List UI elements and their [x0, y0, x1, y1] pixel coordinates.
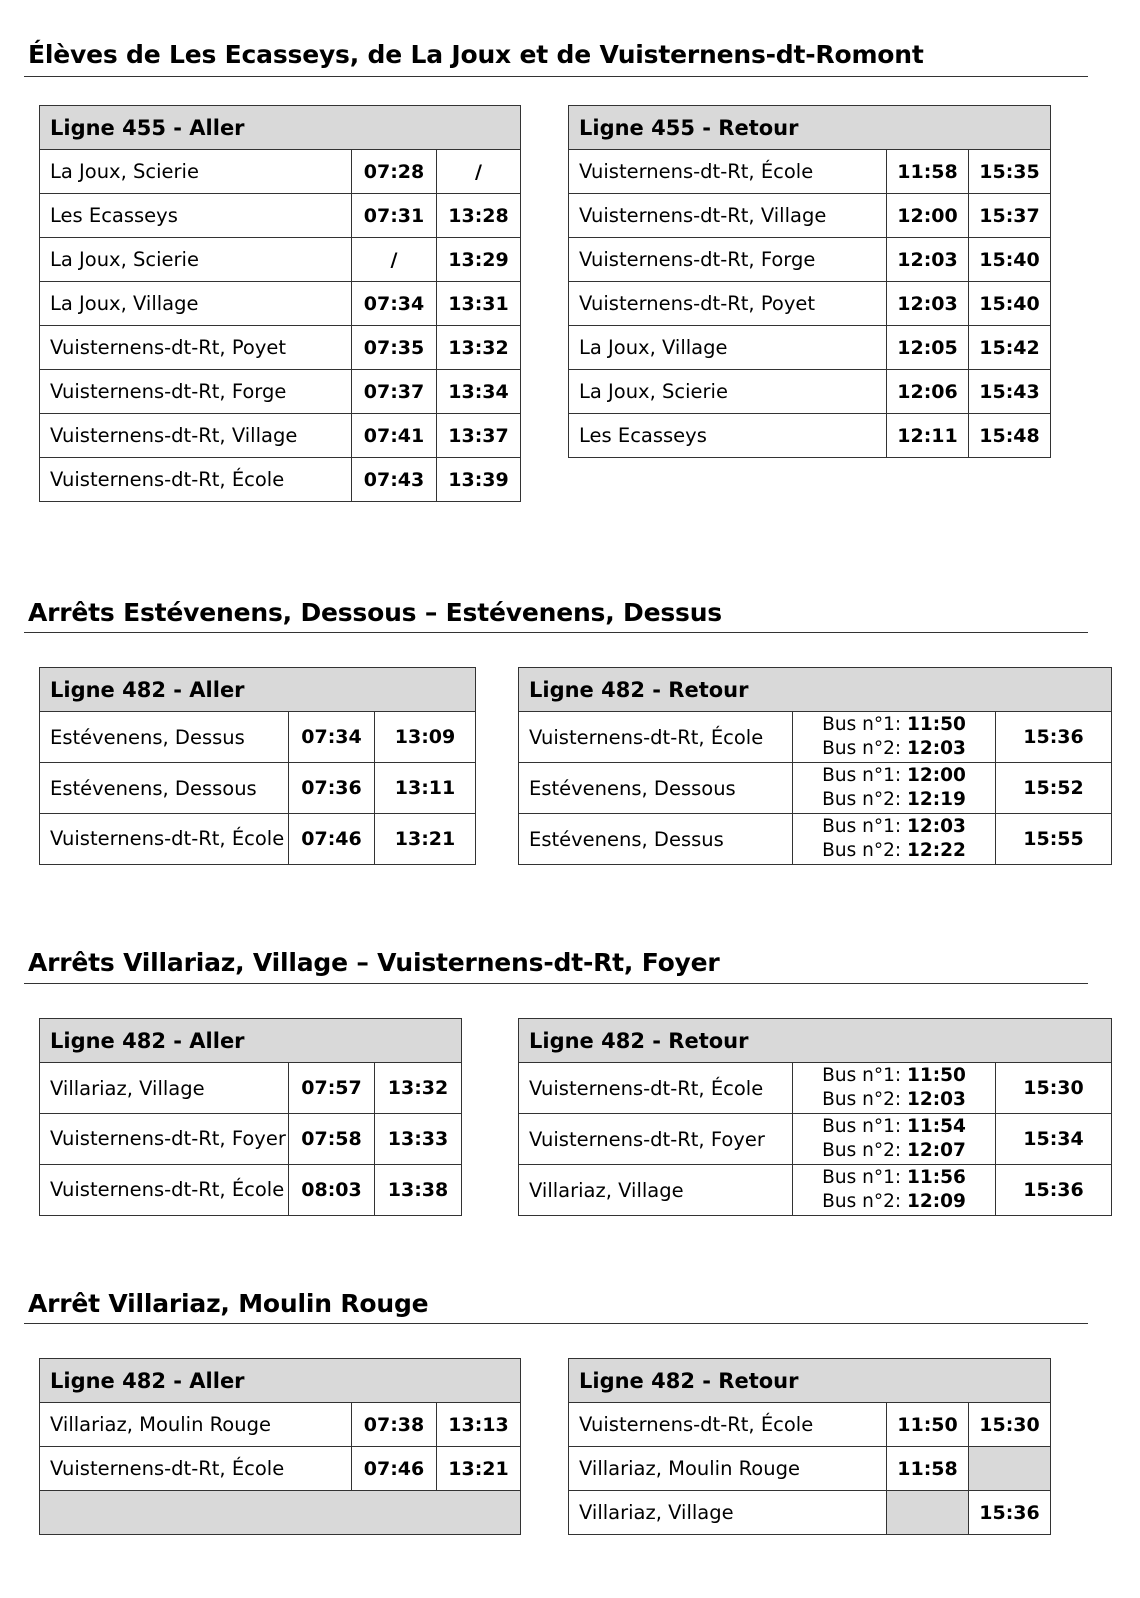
section-divider [24, 632, 1088, 633]
stop-name: Vuisternens-dt-Rt, École [40, 1165, 289, 1216]
bus-label: Bus n°2: [822, 1140, 907, 1161]
bus-label: Bus n°1: [822, 765, 907, 786]
bus-time: 12:22 [906, 840, 966, 861]
departure-time: 15:52 [996, 763, 1112, 814]
stop-name: Villariaz, Village [569, 1491, 887, 1535]
bus-label: Bus n°1: [822, 816, 907, 837]
departure-time: 15:30 [969, 1403, 1051, 1447]
departure-time: 11:50 [887, 1403, 969, 1447]
bus-label: Bus n°1: [822, 714, 907, 735]
departure-time: 08:03 [289, 1165, 375, 1216]
bus-label: Bus n°2: [822, 1089, 907, 1110]
section-divider [24, 76, 1088, 77]
table-row [40, 763, 476, 814]
stop-name: Vuisternens-dt-Rt, École [569, 150, 887, 194]
table-row [40, 1114, 462, 1165]
departure-time: 07:57 [289, 1063, 375, 1114]
timetable-retour [518, 667, 1112, 865]
stop-name: Vuisternens-dt-Rt, Forge [569, 238, 887, 282]
table-row [569, 150, 1051, 194]
bus-label: Bus n°2: [822, 840, 907, 861]
departure-time: / [352, 238, 437, 282]
table-row [569, 326, 1051, 370]
timetable-retour [568, 1358, 1051, 1535]
table-row [40, 712, 476, 763]
table-row [40, 1447, 521, 1491]
table-row [40, 194, 521, 238]
bus-time: 12:19 [906, 789, 966, 810]
departure-time: 12:03 [887, 238, 969, 282]
table-header: Ligne 455 - Aller [40, 106, 521, 150]
stop-name: Vuisternens-dt-Rt, École [40, 1447, 352, 1491]
stop-name: Vuisternens-dt-Rt, École [519, 712, 793, 763]
table-row [40, 1063, 462, 1114]
departure-time: 15:40 [969, 282, 1051, 326]
bus-label: Bus n°1: [822, 1065, 907, 1086]
bus-time: 12:03 [906, 816, 966, 837]
bus-time: 11:50 [906, 714, 966, 735]
departure-time: 12:03 [887, 282, 969, 326]
table-row [569, 1447, 1051, 1491]
departure-time: 13:21 [375, 814, 476, 865]
bus-times [793, 763, 996, 814]
departure-time: 13:39 [437, 458, 521, 502]
departure-time: 13:28 [437, 194, 521, 238]
stop-name: Vuisternens-dt-Rt, École [40, 814, 289, 865]
departure-time: 07:41 [352, 414, 437, 458]
departure-time: 07:36 [289, 763, 375, 814]
bus-times [793, 1165, 996, 1216]
departure-time: 13:11 [375, 763, 476, 814]
stop-name: Vuisternens-dt-Rt, École [40, 458, 352, 502]
departure-time: 13:13 [437, 1403, 521, 1447]
bus-times [793, 712, 996, 763]
stop-name: La Joux, Village [40, 282, 352, 326]
stop-name: La Joux, Scierie [40, 150, 352, 194]
bus-time: 12:03 [906, 738, 966, 759]
empty-cell [887, 1491, 969, 1535]
departure-time: 15:43 [969, 370, 1051, 414]
table-header: Ligne 482 - Retour [519, 668, 1112, 712]
departure-time: 07:43 [352, 458, 437, 502]
departure-time: 15:36 [996, 712, 1112, 763]
departure-time: 13:09 [375, 712, 476, 763]
departure-time: 13:31 [437, 282, 521, 326]
departure-time: 13:21 [437, 1447, 521, 1491]
departure-time: 13:33 [375, 1114, 462, 1165]
departure-time: 11:58 [887, 1447, 969, 1491]
departure-time: 15:42 [969, 326, 1051, 370]
departure-time: 15:40 [969, 238, 1051, 282]
bus-label: Bus n°2: [822, 789, 907, 810]
section-title: Arrêts Estévenens, Dessous – Estévenens, Dessus [28, 598, 722, 627]
table-row [569, 370, 1051, 414]
departure-time: 13:37 [437, 414, 521, 458]
bus-time: 11:54 [906, 1116, 966, 1137]
departure-time: 15:30 [996, 1063, 1112, 1114]
bus-times [793, 1114, 996, 1165]
table-row [40, 282, 521, 326]
departure-time: 07:38 [352, 1403, 437, 1447]
table-row [519, 763, 1112, 814]
table-header: Ligne 482 - Aller [40, 668, 476, 712]
section-title: Arrêt Villariaz, Moulin Rouge [28, 1289, 429, 1318]
stop-name: Vuisternens-dt-Rt, Forge [40, 370, 352, 414]
table-header: Ligne 455 - Retour [569, 106, 1051, 150]
table-row [40, 1165, 462, 1216]
table-row [40, 238, 521, 282]
table-header: Ligne 482 - Retour [569, 1359, 1051, 1403]
stop-name: Vuisternens-dt-Rt, Foyer [519, 1114, 793, 1165]
stop-name: Villariaz, Moulin Rouge [40, 1403, 352, 1447]
table-row [40, 414, 521, 458]
departure-time: 07:58 [289, 1114, 375, 1165]
stop-name: Estévenens, Dessus [40, 712, 289, 763]
bus-time: 12:00 [906, 765, 966, 786]
table-row [569, 1491, 1051, 1535]
departure-time: 15:37 [969, 194, 1051, 238]
table-row [569, 282, 1051, 326]
departure-time: 07:37 [352, 370, 437, 414]
departure-time: 07:46 [289, 814, 375, 865]
departure-time: 12:05 [887, 326, 969, 370]
timetable-aller [39, 667, 476, 865]
bus-time: 11:56 [906, 1167, 966, 1188]
table-row [40, 370, 521, 414]
table-row [569, 414, 1051, 458]
section-divider [24, 983, 1088, 984]
table-row [569, 238, 1051, 282]
table-row [40, 326, 521, 370]
departure-time: 13:34 [437, 370, 521, 414]
table-row [519, 1114, 1112, 1165]
stop-name: Vuisternens-dt-Rt, École [569, 1403, 887, 1447]
departure-time: / [437, 150, 521, 194]
table-row [569, 1403, 1051, 1447]
section-title: Arrêts Villariaz, Village – Vuisternens-dt-Rt, Foyer [28, 948, 720, 977]
departure-time: 13:38 [375, 1165, 462, 1216]
stop-name: La Joux, Scierie [569, 370, 887, 414]
timetable-aller [39, 1358, 521, 1535]
timetable-aller [39, 105, 521, 502]
departure-time: 13:32 [375, 1063, 462, 1114]
table-row [40, 814, 476, 865]
departure-time: 13:29 [437, 238, 521, 282]
stop-name: Villariaz, Village [40, 1063, 289, 1114]
bus-time: 12:03 [906, 1089, 966, 1110]
section-title: Élèves de Les Ecasseys, de La Joux et de Vuisternens-dt-Romont [28, 40, 924, 69]
departure-time: 12:00 [887, 194, 969, 238]
departure-time: 07:46 [352, 1447, 437, 1491]
departure-time: 15:34 [996, 1114, 1112, 1165]
stop-name: Villariaz, Moulin Rouge [569, 1447, 887, 1491]
stop-name: Vuisternens-dt-Rt, Village [40, 414, 352, 458]
departure-time: 15:55 [996, 814, 1112, 865]
bus-label: Bus n°2: [822, 738, 907, 759]
stop-name: Estévenens, Dessus [519, 814, 793, 865]
stop-name: Vuisternens-dt-Rt, École [519, 1063, 793, 1114]
departure-time: 07:28 [352, 150, 437, 194]
table-row [569, 194, 1051, 238]
stop-name: Les Ecasseys [40, 194, 352, 238]
stop-name: Vuisternens-dt-Rt, Village [569, 194, 887, 238]
departure-time: 07:31 [352, 194, 437, 238]
departure-time: 15:48 [969, 414, 1051, 458]
bus-label: Bus n°1: [822, 1167, 907, 1188]
departure-time: 07:34 [289, 712, 375, 763]
departure-time: 15:35 [969, 150, 1051, 194]
table-row [40, 458, 521, 502]
departure-time: 12:06 [887, 370, 969, 414]
departure-time: 15:36 [996, 1165, 1112, 1216]
stop-name: La Joux, Village [569, 326, 887, 370]
departure-time: 07:34 [352, 282, 437, 326]
table-row [519, 814, 1112, 865]
table-row [519, 712, 1112, 763]
bus-times [793, 1063, 996, 1114]
departure-time: 12:11 [887, 414, 969, 458]
table-row [40, 1403, 521, 1447]
bus-label: Bus n°1: [822, 1116, 907, 1137]
stop-name: Estévenens, Dessous [40, 763, 289, 814]
stop-name: Vuisternens-dt-Rt, Foyer [40, 1114, 289, 1165]
table-row [519, 1063, 1112, 1114]
table-row [40, 150, 521, 194]
table-header: Ligne 482 - Aller [40, 1019, 462, 1063]
departure-time: 11:58 [887, 150, 969, 194]
departure-time: 13:32 [437, 326, 521, 370]
bus-time: 12:09 [906, 1191, 966, 1212]
empty-cell [40, 1491, 521, 1535]
stop-name: Vuisternens-dt-Rt, Poyet [40, 326, 352, 370]
table-row [519, 1165, 1112, 1216]
empty-cell [969, 1447, 1051, 1491]
section-divider [24, 1323, 1088, 1324]
stop-name: Vuisternens-dt-Rt, Poyet [569, 282, 887, 326]
table-header: Ligne 482 - Retour [519, 1019, 1112, 1063]
departure-time: 07:35 [352, 326, 437, 370]
stop-name: Les Ecasseys [569, 414, 887, 458]
timetable-aller [39, 1018, 462, 1216]
stop-name: Estévenens, Dessous [519, 763, 793, 814]
table-row [40, 1491, 521, 1535]
timetable-retour [518, 1018, 1112, 1216]
stop-name: La Joux, Scierie [40, 238, 352, 282]
table-header: Ligne 482 - Aller [40, 1359, 521, 1403]
departure-time: 15:36 [969, 1491, 1051, 1535]
stop-name: Villariaz, Village [519, 1165, 793, 1216]
bus-label: Bus n°2: [822, 1191, 907, 1212]
bus-times [793, 814, 996, 865]
bus-time: 11:50 [906, 1065, 966, 1086]
bus-time: 12:07 [906, 1140, 966, 1161]
timetable-retour [568, 105, 1051, 458]
